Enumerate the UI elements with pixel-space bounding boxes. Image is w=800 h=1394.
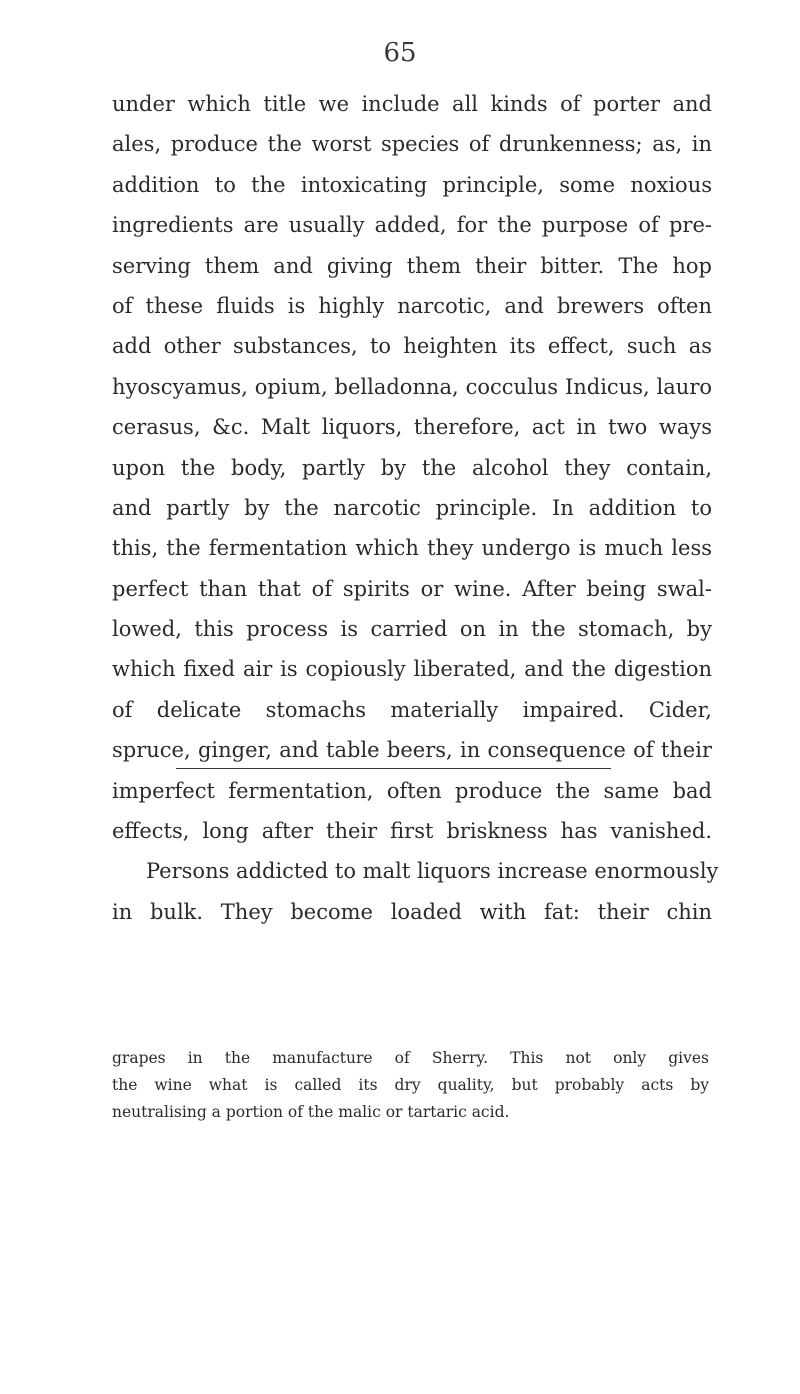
footnote-line: the wine what is called its dry quality, but probably acts by bbox=[112, 1076, 709, 1094]
text-line: imperfect fermentation, often produce the same bad bbox=[112, 778, 712, 803]
text-line: under which title we include all kinds of porter and bbox=[112, 92, 712, 116]
text-line: this, the fermentation which they undergo is much less bbox=[112, 536, 712, 561]
footnote-rule bbox=[176, 768, 611, 769]
footnote-line: neutralising a portion of the malic or tartaric acid. bbox=[112, 1103, 510, 1121]
footnote bbox=[112, 1045, 709, 1126]
body-text bbox=[112, 84, 719, 932]
text-line: serving them and giving them their bitter. The hop bbox=[112, 253, 712, 278]
page-number: 65 bbox=[383, 38, 417, 68]
text-line: perfect than that of spirits or wine. After being swal- bbox=[112, 576, 712, 601]
text-line: of these fluids is highly narcotic, and brewers often bbox=[112, 293, 712, 318]
footnote-line: grapes in the manufacture of Sherry. This not only gives bbox=[112, 1049, 709, 1067]
text-line: hyoscyamus, opium, belladonna, cocculus Indicus, lauro bbox=[112, 374, 712, 399]
text-line: which fixed air is copiously liberated, and the digestion bbox=[112, 657, 712, 682]
text-line: spruce, ginger, and table beers, in consequence of their bbox=[112, 738, 712, 763]
text-line: and partly by the narcotic principle. In addition to bbox=[112, 495, 712, 520]
text-line: cerasus, &c. Malt liquors, therefore, act in two ways bbox=[112, 415, 712, 440]
text-line: ingredients are usually added, for the purpose of pre- bbox=[112, 213, 712, 238]
text-line: in bulk. They become loaded with fat: their chin bbox=[112, 899, 712, 924]
text-line: addition to the intoxicating principle, some noxious bbox=[112, 172, 712, 197]
text-line: lowed, this process is carried on in the stomach, by bbox=[112, 617, 712, 642]
text-line: upon the body, partly by the alcohol they contain, bbox=[112, 455, 712, 480]
text-line: ales, produce the worst species of drunkenness; as, in bbox=[112, 132, 712, 157]
text-line: add other substances, to heighten its effect, such as bbox=[112, 334, 712, 359]
text-line: of delicate stomachs materially impaired. Cider, bbox=[112, 697, 712, 722]
text-line: Persons addicted to malt liquors increase enormously bbox=[146, 859, 719, 884]
text-line: effects, long after their first briskness has vanished. bbox=[112, 819, 712, 844]
